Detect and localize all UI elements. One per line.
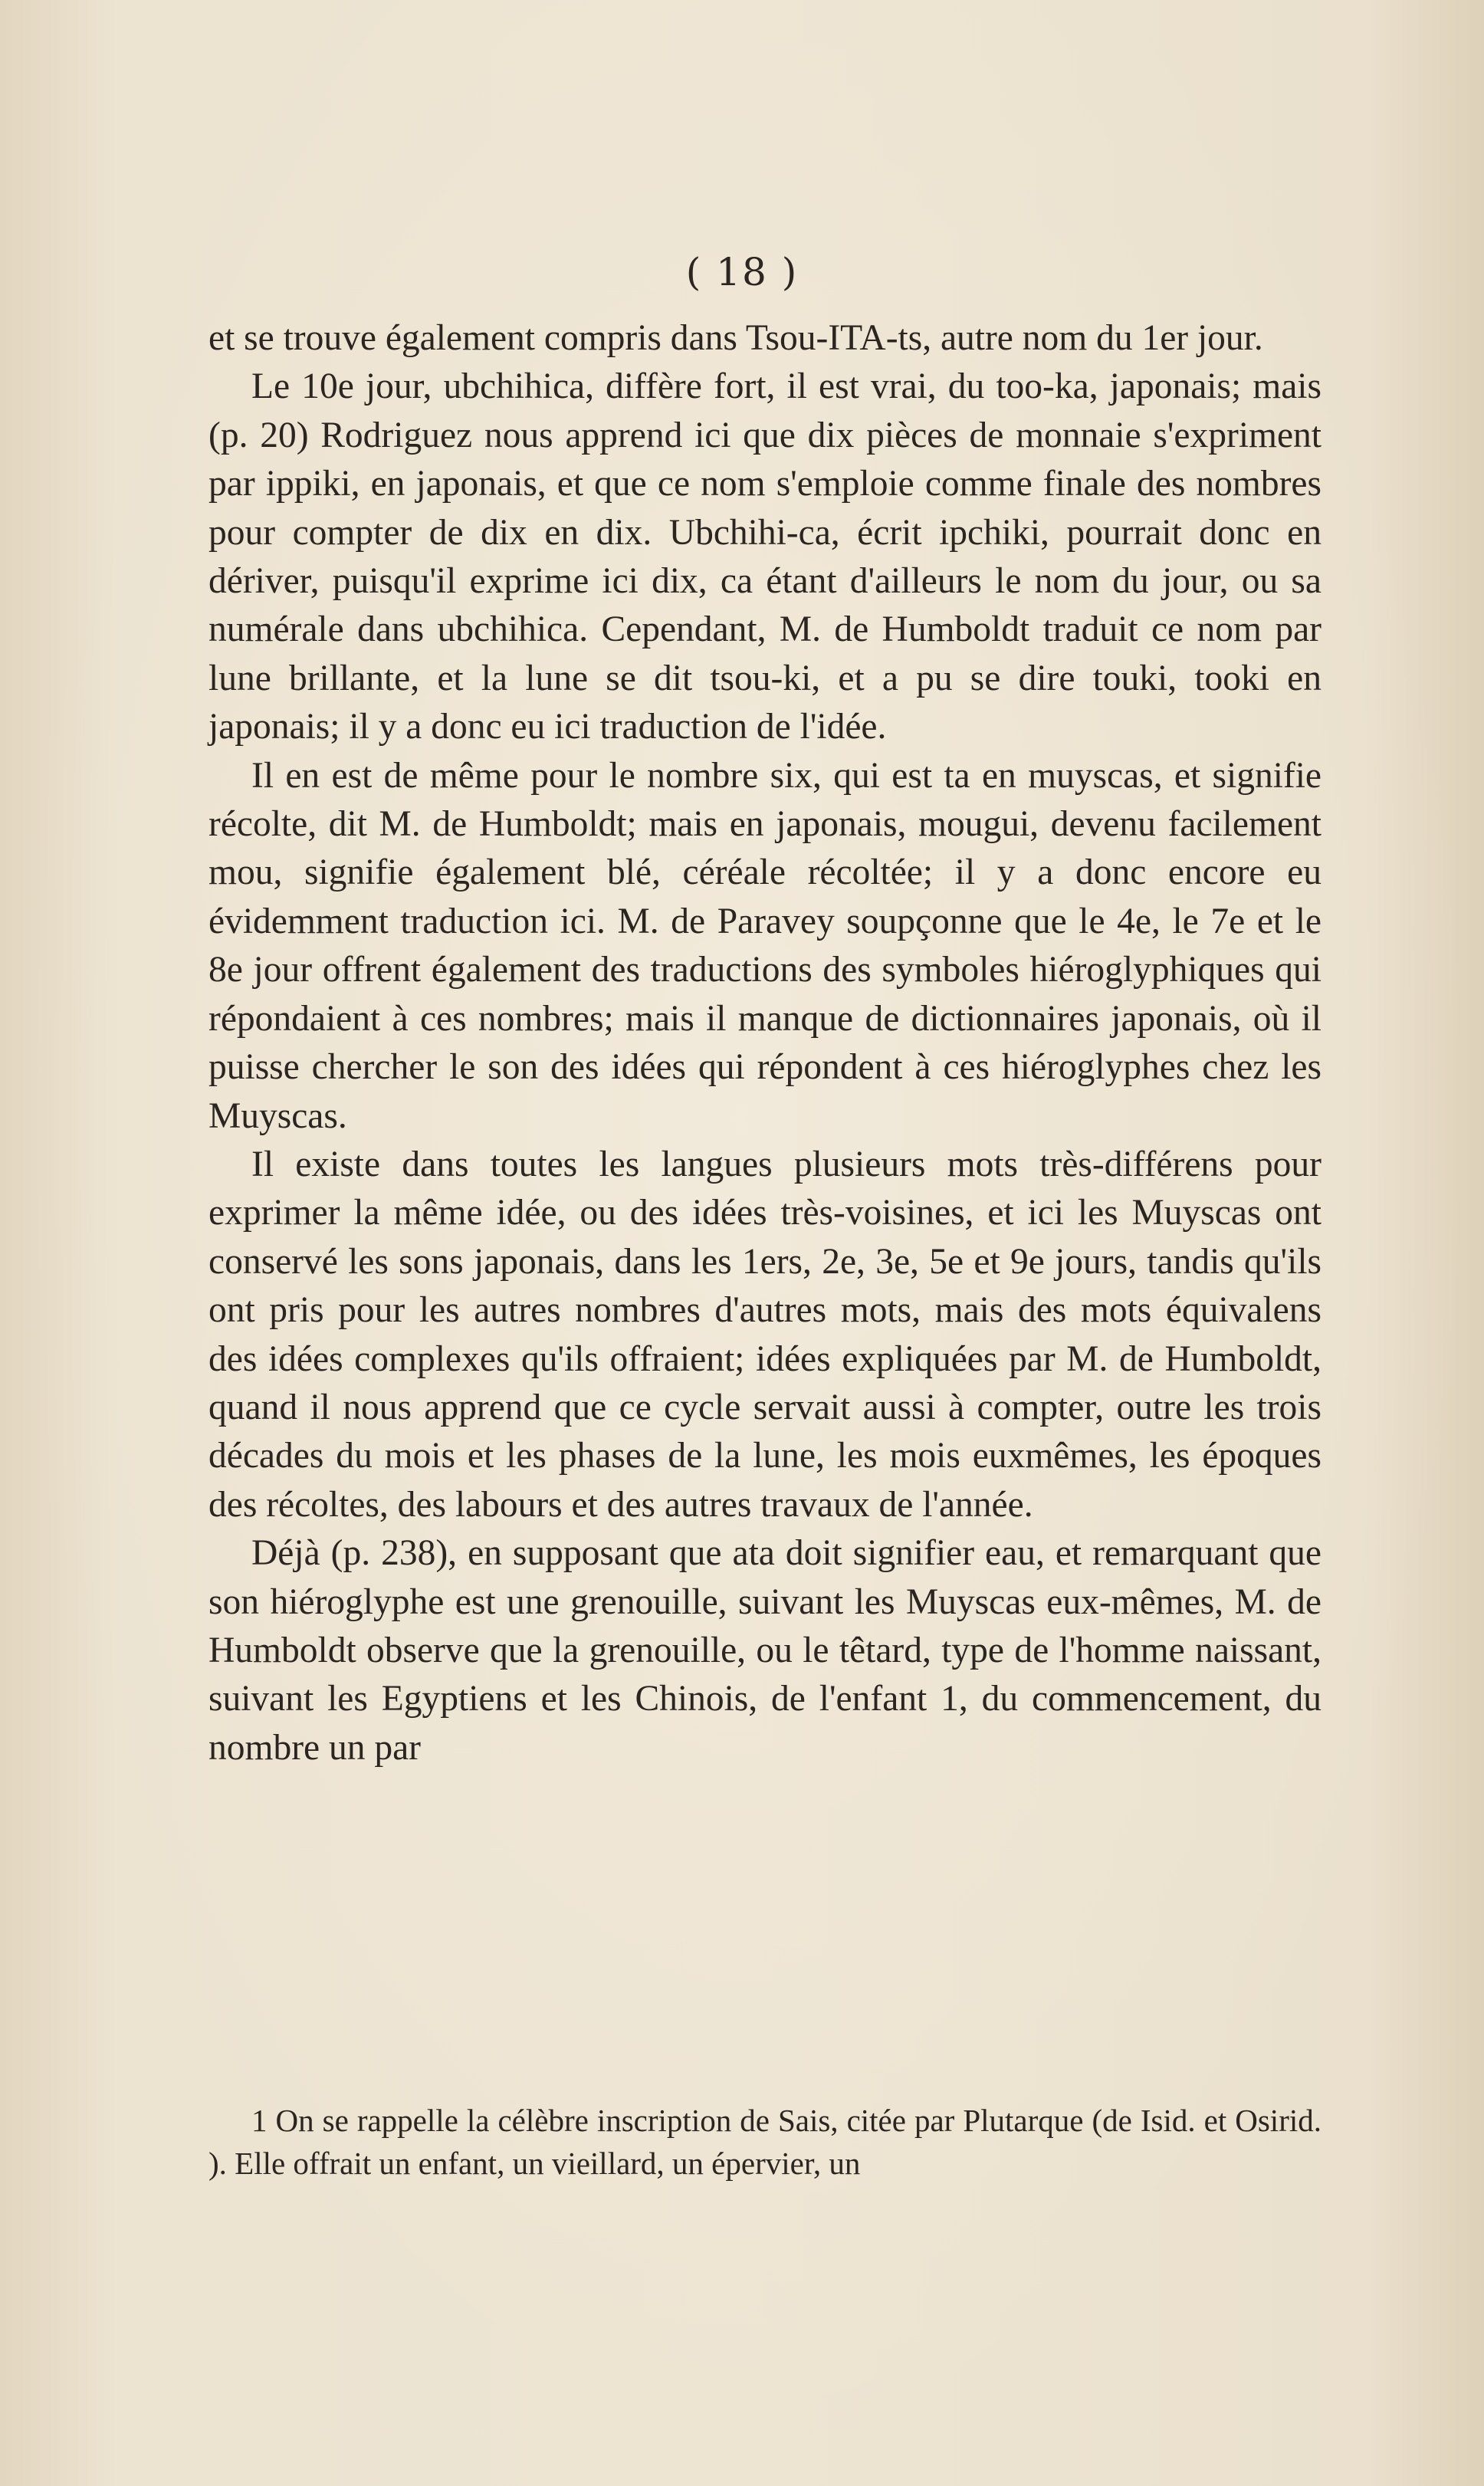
paragraph-3: Il en est de même pour le nombre six, qui est ta en muyscas, et signifie récolte, dit M. de Humboldt; mais en japonais, mougui, devenu facilement mou, signifie également blé, céréale récoltée; il y a donc encore eu évidemment traduction ici. M. de Paravey soupçonne que le 4e, le 7e et le 8e jour offrent également des traductions des symboles hiéroglyphiques qui répondaient à ces nombres; mais il manque de dictionnaires japonais, où il puisse chercher le son des idées qui répondent à ces hiéroglyphes chez les Muyscas. [208, 755, 1321, 1136]
footnote: 1 On se rappelle la célèbre inscription de Sais, citée par Plutarque (de Isid. et Osirid. ). Elle offrait un enfant, un vieillard, un épervier, un [208, 2103, 1321, 2181]
paragraph-4: Il existe dans toutes les langues plusieurs mots très-différens pour exprimer la même idée, ou des idées très-voisines, et ici les Muyscas ont conservé les sons japonais, dans les 1ers, 2e, 3e, 5e et 9e jours, tandis qu'ils ont pris pour les autres nombres d'autres mots, mais des mots équivalens des idées complexes qu'ils offraient; idées expliquées par M. de Humboldt, quand il nous apprend que ce cycle servait aussi à compter, outre les trois décades du mois et les phases de la lune, les mois euxmêmes, les époques des récoltes, des labours et des autres travaux de l'année. [208, 1144, 1321, 1525]
page-number: ( 18 ) [685, 250, 799, 294]
paragraph-1: et se trouve également compris dans Tsou-ITA-ts, autre nom du 1er jour. [208, 318, 1263, 358]
paragraph-5: Déjà (p. 238), en supposant que ata doit signifier eau, et remarquant que son hiéroglyphe est une grenouille, suivant les Muyscas eux-mêmes, M. de Humboldt observe que la grenouille, ou le têtard, type de l'homme naissant, suivant les Egyptiens et les Chinois, de l'enfant 1, du commencement, du nombre un par [208, 1533, 1321, 1768]
body-text [208, 314, 1321, 1772]
paragraph-2: Le 10e jour, ubchihica, diffère fort, il est vrai, du too-ka, japonais; mais (p. 20) Rodriguez nous apprend ici que dix pièces de monnaie s'expriment par ippiki, en japonais, et que ce nom s'emploie comme finale des nombres pour compter de dix en dix. Ubchihi-ca, écrit ipchiki, pourrait donc en dériver, puisqu'il exprime ici dix, ca étant d'ailleurs le nom du jour, ou sa numérale dans ubchihica. Cependant, M. de Humboldt traduit ce nom par lune brillante, et la lune se dit tsou-ki, et a pu se dire touki, tooki en japonais; il y a donc eu ici traduction de l'idée. [208, 366, 1321, 747]
